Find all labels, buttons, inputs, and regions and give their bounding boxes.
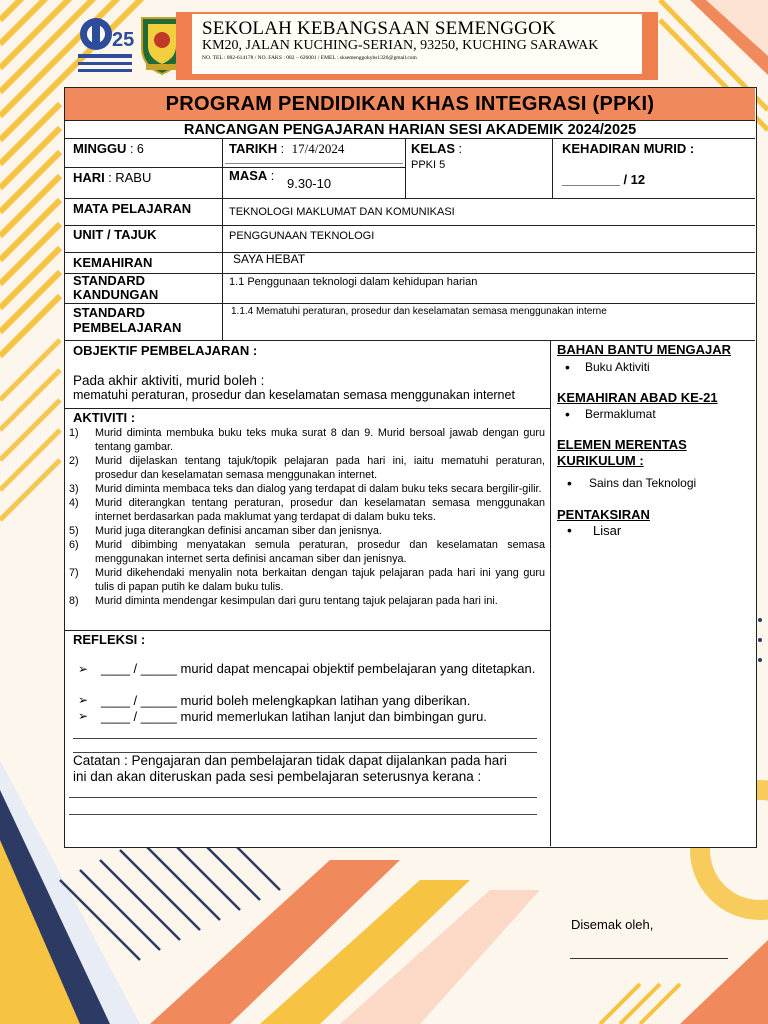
form-title: PROGRAM PENDIDIKAN KHAS INTEGRASI (PPKI): [65, 88, 755, 121]
school-contact: NO. TEL : 082-614178 / NO. FAKS : 082 – 626001 / EMEL : sksemenggokybs1326@gmail.com: [202, 55, 417, 61]
masa-field: [229, 168, 274, 183]
catatan-line2: ini dan akan diteruskan pada sesi pembelajaran seterusnya kerana :: [73, 769, 482, 784]
bullet-icon: •: [567, 522, 572, 538]
school-address: KM20, JALAN KUCHING-SERIAN, 93250, KUCHING SARAWAK: [202, 38, 599, 53]
divider: [550, 340, 551, 846]
sk-label-line1: STANDARD: [73, 273, 145, 288]
aktiviti-list: [69, 426, 545, 608]
tarikh-value: 17/4/2024: [291, 141, 345, 156]
divider: [222, 139, 223, 340]
masa-label: MASA: [229, 168, 268, 183]
sk-label-line2: KANDUNGAN: [73, 287, 159, 302]
form-subtitle: RANCANGAN PENGAJARAN HARIAN SESI AKADEMIK 2024/2025: [65, 121, 755, 139]
signature-line: [570, 958, 728, 959]
abad-label: KEMAHIRAN ABAD KE-21: [557, 390, 718, 405]
masa-value: 9.30-10: [287, 176, 331, 191]
mata-pelajaran-label: MATA PELAJARAN: [73, 201, 192, 216]
standard-pembelajaran-label: [73, 305, 181, 335]
arrow-icon: ➢: [78, 662, 89, 676]
pentaksiran-item: • Lisar: [567, 522, 622, 538]
divider: [65, 340, 755, 341]
blank-line: [69, 797, 537, 798]
blank-line: [69, 814, 537, 815]
header-banner: [192, 14, 642, 74]
elemen-label-line2: KURIKULUM :: [557, 453, 644, 468]
arrow-icon: ➢: [78, 709, 89, 723]
minggu-value: : 6: [129, 142, 144, 156]
elemen-item: • Sains dan Teknologi: [567, 475, 697, 491]
refleksi-label: REFLEKSI :: [73, 632, 146, 647]
tarikh-colon: :: [280, 142, 285, 156]
refleksi-item: ➢ ____ / _____ murid dapat mencapai objektif pembelajaran yang ditetapkan.: [78, 661, 536, 676]
minggu-field: [73, 141, 144, 156]
aktiviti-item: 8) Murid diminta mendengar kesimpulan dari guru tentang tajuk pelajaran pada hari ini.: [69, 595, 498, 607]
kemahiran-value: SAYA HEBAT: [233, 252, 306, 266]
divider: [65, 408, 550, 409]
divider: [405, 139, 406, 198]
abad-item: • Bermaklumat: [565, 406, 656, 422]
aktiviti-item: 5) Murid juga diterangkan definisi ancaman siber dan jenisnya.: [69, 525, 382, 537]
bullet-icon: •: [567, 475, 572, 491]
sp-label-line2: PEMBELAJARAN: [73, 320, 182, 335]
masa-colon: :: [270, 169, 275, 183]
hari-field: [73, 170, 151, 185]
bbm-item: • Buku Aktiviti: [565, 359, 650, 375]
standard-pembelajaran-value: 1.1.4 Mematuhi peraturan, prosedur dan keselamatan semasa menggunakan interne: [231, 306, 607, 317]
minggu-label: MINGGU: [73, 141, 127, 156]
school-logo-icon: [76, 14, 134, 76]
kemahiran-label: KEMAHIRAN: [73, 255, 153, 270]
refleksi-item: ➢ ____ / _____ murid boleh melengkapkan latihan yang diberikan.: [78, 693, 471, 708]
objektif-intro: Pada akhir aktiviti, murid boleh :: [73, 373, 265, 388]
aktiviti-label: AKTIVITI :: [73, 410, 136, 425]
pentaksiran-label: PENTAKSIRAN: [557, 507, 650, 522]
hari-colon: :: [108, 171, 112, 185]
divider: [552, 139, 553, 198]
aktiviti-item: 2) Murid dijelaskan tentang tajuk/topik pelajaran pada hari ini, iaitu mematuhi peraturan, prosedur dan keselamatan semasa menggunakan internet.: [69, 455, 545, 481]
signature-label: Disemak oleh,: [571, 917, 654, 932]
divider: [65, 198, 755, 199]
elemen-label: [557, 437, 687, 469]
kehadiran-value: ________ / 12: [562, 172, 646, 187]
divider: [65, 252, 755, 253]
mata-pelajaran-value: TEKNOLOGI MAKLUMAT DAN KOMUNIKASI: [229, 206, 455, 218]
standard-kandungan-value: 1.1 Penggunaan teknologi dalam kehidupan harian: [229, 276, 478, 288]
hari-label: HARI: [73, 170, 105, 185]
kelas-value: PPKI 5: [411, 159, 446, 171]
divider: [65, 303, 755, 304]
kehadiran-label: KEHADIRAN MURID :: [562, 141, 695, 156]
lesson-plan-form: [64, 87, 757, 848]
objektif-text: mematuhi peraturan, prosedur dan keselamatan semasa menggunakan internet: [73, 388, 515, 402]
bullet-icon: •: [565, 359, 570, 375]
divider: [65, 225, 755, 226]
hari-value: RABU: [115, 170, 152, 185]
aktiviti-item: 3) Murid diminta membaca teks dan dialog yang terdapat di dalam buku teks secara bergilir-gilir.: [69, 483, 542, 495]
kelas-label: KELAS: [411, 141, 456, 156]
blank-line: [73, 738, 537, 739]
elemen-label-line1: ELEMEN MERENTAS: [557, 437, 687, 452]
catatan-line1: Catatan : Pengajaran dan pembelajaran tidak dapat dijalankan pada hari: [73, 753, 507, 768]
divider: [65, 273, 755, 274]
bbm-label: BAHAN BANTU MENGAJAR: [557, 342, 732, 357]
tarikh-label: TARIKH: [229, 141, 278, 156]
refleksi-item: ➢ ____ / _____ murid memerlukan latihan lanjut dan bimbingan guru.: [78, 709, 487, 724]
aktiviti-item: 7) Murid dikehendaki menyalin nota berkaitan dengan tajuk pelajaran pada hari ini yang guru tulis di papan putih ke dalam buku tulis.: [69, 567, 545, 593]
bullet-icon: •: [565, 406, 570, 422]
kelas-colon: :: [458, 142, 463, 156]
divider: [65, 630, 550, 631]
kelas-field: [411, 141, 462, 156]
svg-text:25: 25: [112, 29, 134, 51]
aktiviti-item: 6) Murid dibimbing menyatakan semula peraturan, prosedur dan keselamatan semasa menggunakan internet serta definisi ancaman siber dan jenisnya.: [69, 539, 545, 565]
catatan: [73, 753, 507, 785]
aktiviti-item: 1) Murid diminta membuka buku teks muka surat 8 dan 9. Murid bersoal jawab dengan guru tentang gambar.: [69, 427, 545, 453]
unit-value: PENGGUNAAN TEKNOLOGI: [229, 230, 375, 242]
standard-kandungan-label: [73, 274, 158, 302]
school-name: SEKOLAH KEBANGSAAN SEMENGGOK: [202, 18, 556, 39]
divider: [225, 163, 403, 164]
aktiviti-item: 4) Murid diterangkan tentang peraturan, prosedur dan keselamatan semasa menggunakan internet berdasarkan pada maklumat yang terdapat di dalam buku teks.: [69, 497, 545, 523]
arrow-icon: ➢: [78, 693, 89, 707]
tarikh-field: [229, 141, 344, 157]
sp-label-line1: STANDARD: [73, 305, 145, 320]
objektif-label: OBJEKTIF PEMBELAJARAN :: [73, 343, 258, 358]
unit-label: UNIT / TAJUK: [73, 227, 157, 242]
